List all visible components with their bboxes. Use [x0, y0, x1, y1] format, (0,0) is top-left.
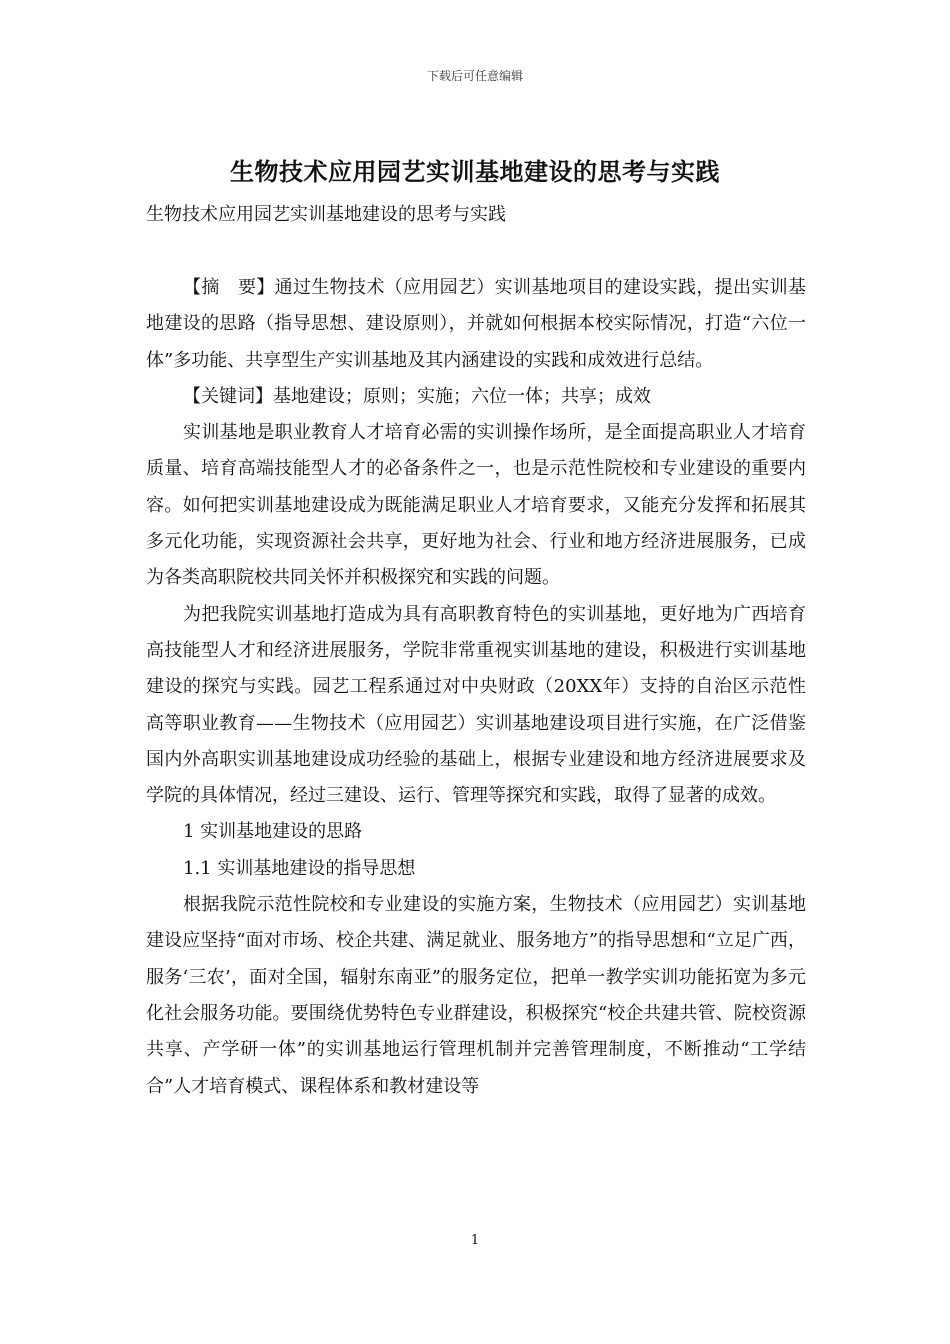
document-body — [146, 270, 806, 1105]
header-note: 下载后可任意编辑 — [426, 69, 523, 83]
document-subtitle: 生物技术应用园艺实训基地建设的思考与实践 — [146, 204, 506, 225]
subsection-heading: 1.1 实训基地建设的指导思想 — [183, 857, 416, 879]
body-paragraph: 为把我院实训基地打造成为具有高职教育特色的实训基地，更好地为广西培育高技能型人才和经济进展服务，学院非常重视实训基地的建设，积极进行实训基地建设的探究与实践。园艺工程系通过对中央财政（20XX年）支持的自治区示范性高等职业教育——生物技术（应用园艺）实训基地建设项目进行实施，在广泛借鉴国内外高职实训基地建设成功经验的基础上，根据专业建设和地方经济进展要求及学院的具体情况，经过三建设、运行、管理等探究和实践，取得了显著的成效。 — [146, 603, 806, 807]
keywords-paragraph: 【关键词】基地建设；原则；实施；六位一体；共享；成效 — [183, 385, 651, 407]
section-heading: 1 实训基地建设的思路 — [183, 821, 363, 843]
document-title: 生物技术应用园艺实训基地建设的思考与实践 — [230, 157, 720, 186]
page-number: 1 — [470, 1233, 480, 1248]
body-paragraph: 根据我院示范性院校和专业建设的实施方案，生物技术（应用园艺）实训基地建设应坚持“面对市场、校企共建、满足就业、服务地方”的指导思想和“立足广西，服务‘三农’，面对全国，辐射东南亚”的服务定位，把单一教学实训功能拓宽为多元化社会服务功能。要围绕优势特色专业群建设，积极探究“校企共建共管、院校资源共享、产学研一体”的实训基地运行管理机制并完善管理制度，不断推动“工学结合”人才培育模式、课程体系和教材建设等 — [146, 894, 806, 1097]
body-paragraph: 实训基地是职业教育人才培育必需的实训操作场所，是全面提高职业人才培育质量、培育高端技能型人才的必备条件之一，也是示范性院校和专业建设的重要内容。如何把实训基地建设成为既能满足职业人才培育要求，又能充分发挥和拓展其多元化功能，实现资源社会共享，更好地为社会、行业和地方经济进展服务，已成为各类高职院校共同关怀并积极探究和实践的问题。 — [146, 422, 806, 589]
abstract-paragraph: 【摘 要】通过生物技术（应用园艺）实训基地项目的建设实践，提出实训基地建设的思路（指导思想、建设原则），并就如何根据本校实际情况，打造“六位一体”多功能、共享型生产实训基地及其内涵建设的实践和成效进行总结。 — [146, 277, 806, 371]
